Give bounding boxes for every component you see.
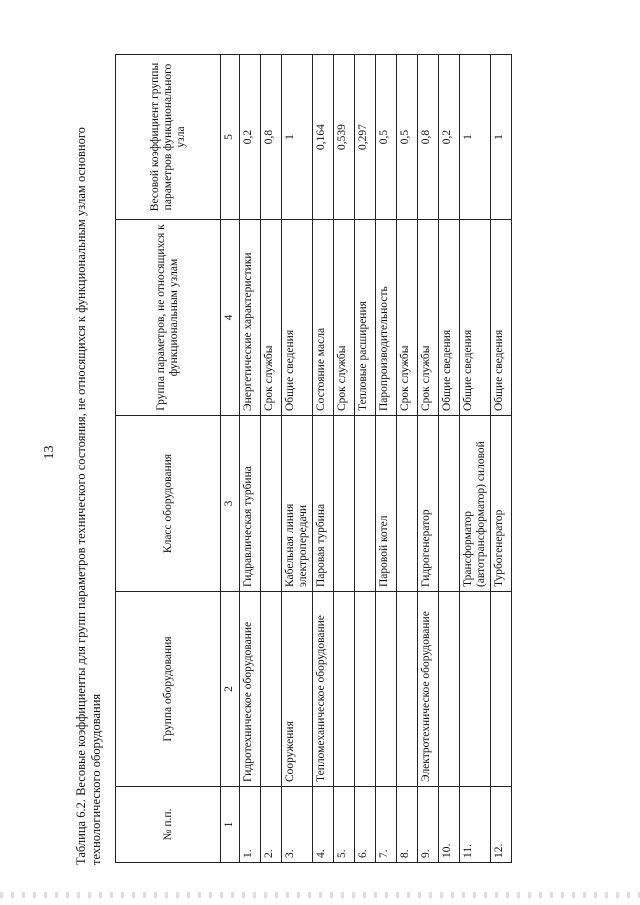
equipment-group: Гидротехническое оборудование (240, 592, 261, 787)
row-number: 12. (491, 787, 512, 863)
parameter-group: Срок службы (261, 220, 282, 416)
table-row (282, 55, 313, 863)
table-caption: Таблица 6.2. Весовые коэффициенты для групп параметров технического состояния, не относящихся к функциональным узлам основного технологического оборудования (74, 127, 103, 865)
parameter-group: Срок службы (397, 220, 418, 416)
weight-value: 0,5 (376, 55, 397, 220)
parameter-group: Тепловые расширения (355, 220, 376, 416)
column-number: 2 (221, 592, 240, 787)
equipment-class: Турбогенератор (491, 416, 512, 592)
weight-value: 0,539 (334, 55, 355, 220)
equipment-group (355, 592, 376, 787)
equipment-group: Тепломеханическое оборудование (313, 592, 334, 787)
row-number: 2. (261, 787, 282, 863)
table-header-row (116, 55, 221, 863)
weight-value: 0,2 (240, 55, 261, 220)
column-number-row (221, 55, 240, 863)
parameter-group: Общие сведения (282, 220, 313, 416)
table-row (491, 55, 512, 863)
weight-value: 0,164 (313, 55, 334, 220)
equipment-group: Электротехническое оборудование (418, 592, 439, 787)
parameter-group: Энергетические характеристики (240, 220, 261, 416)
column-number: 3 (221, 416, 240, 592)
equipment-class (355, 416, 376, 592)
equipment-class: Гидравлическая турбина (240, 416, 261, 592)
weight-value: 0,8 (261, 55, 282, 220)
header-equipment-group: Группа оборудования (116, 592, 221, 787)
equipment-class (397, 416, 418, 592)
equipment-class (261, 416, 282, 592)
weight-value: 0,297 (355, 55, 376, 220)
weight-value: 0,2 (439, 55, 460, 220)
column-number: 5 (221, 55, 240, 220)
parameter-group: Срок службы (334, 220, 355, 416)
row-number: 3. (282, 787, 313, 863)
parameter-group: Срок службы (418, 220, 439, 416)
equipment-class: Гидрогенератор (418, 416, 439, 592)
table-row (397, 55, 418, 863)
parameter-group: Состояние масла (313, 220, 334, 416)
row-number: 8. (397, 787, 418, 863)
equipment-group (261, 592, 282, 787)
equipment-class: Паровая турбина (313, 416, 334, 592)
header-equipment-class: Класс оборудования (116, 416, 221, 592)
row-number: 7. (376, 787, 397, 863)
header-weight: Весовой коэффициент группы параметров функционального узла (116, 55, 221, 220)
row-number: 1. (240, 787, 261, 863)
row-number: 11. (460, 787, 491, 863)
equipment-group (491, 592, 512, 787)
row-number: 6. (355, 787, 376, 863)
equipment-group: Сооружения (282, 592, 313, 787)
equipment-group (397, 592, 418, 787)
equipment-class (439, 416, 460, 592)
table-row (439, 55, 460, 863)
parameter-group: Общие сведения (439, 220, 460, 416)
header-parameter-group: Группа параметров, не относящихся к функциональным узлам (116, 220, 221, 416)
equipment-class (334, 416, 355, 592)
row-number: 9. (418, 787, 439, 863)
row-number: 10. (439, 787, 460, 863)
table-row (376, 55, 397, 863)
table-row (261, 55, 282, 863)
row-number: 5. (334, 787, 355, 863)
weight-value: 1 (282, 55, 313, 220)
page-number: 13 (42, 445, 57, 460)
equipment-class: Трансформатор (автотрансформатор) силовой (460, 416, 491, 592)
table-row (334, 55, 355, 863)
table-row (355, 55, 376, 863)
equipment-group (376, 592, 397, 787)
header-number: № п.п. (116, 787, 221, 863)
equipment-group (439, 592, 460, 787)
column-number: 1 (221, 787, 240, 863)
equipment-group (460, 592, 491, 787)
weight-value: 0,8 (418, 55, 439, 220)
table-row (313, 55, 334, 863)
weights-table (115, 54, 512, 863)
parameter-group: Общие сведения (491, 220, 512, 416)
weight-value: 1 (491, 55, 512, 220)
scan-edge-noise (0, 892, 640, 898)
table-row (460, 55, 491, 863)
equipment-class: Паровой котел (376, 416, 397, 592)
row-number: 4. (313, 787, 334, 863)
equipment-group (334, 592, 355, 787)
parameter-group: Общие сведения (460, 220, 491, 416)
equipment-class: Кабельная линия электропередачи (282, 416, 313, 592)
table-row (418, 55, 439, 863)
weight-value: 0,5 (397, 55, 418, 220)
column-number: 4 (221, 220, 240, 416)
table-row (240, 55, 261, 863)
weight-value: 1 (460, 55, 491, 220)
parameter-group: Паропроизводительность (376, 220, 397, 416)
